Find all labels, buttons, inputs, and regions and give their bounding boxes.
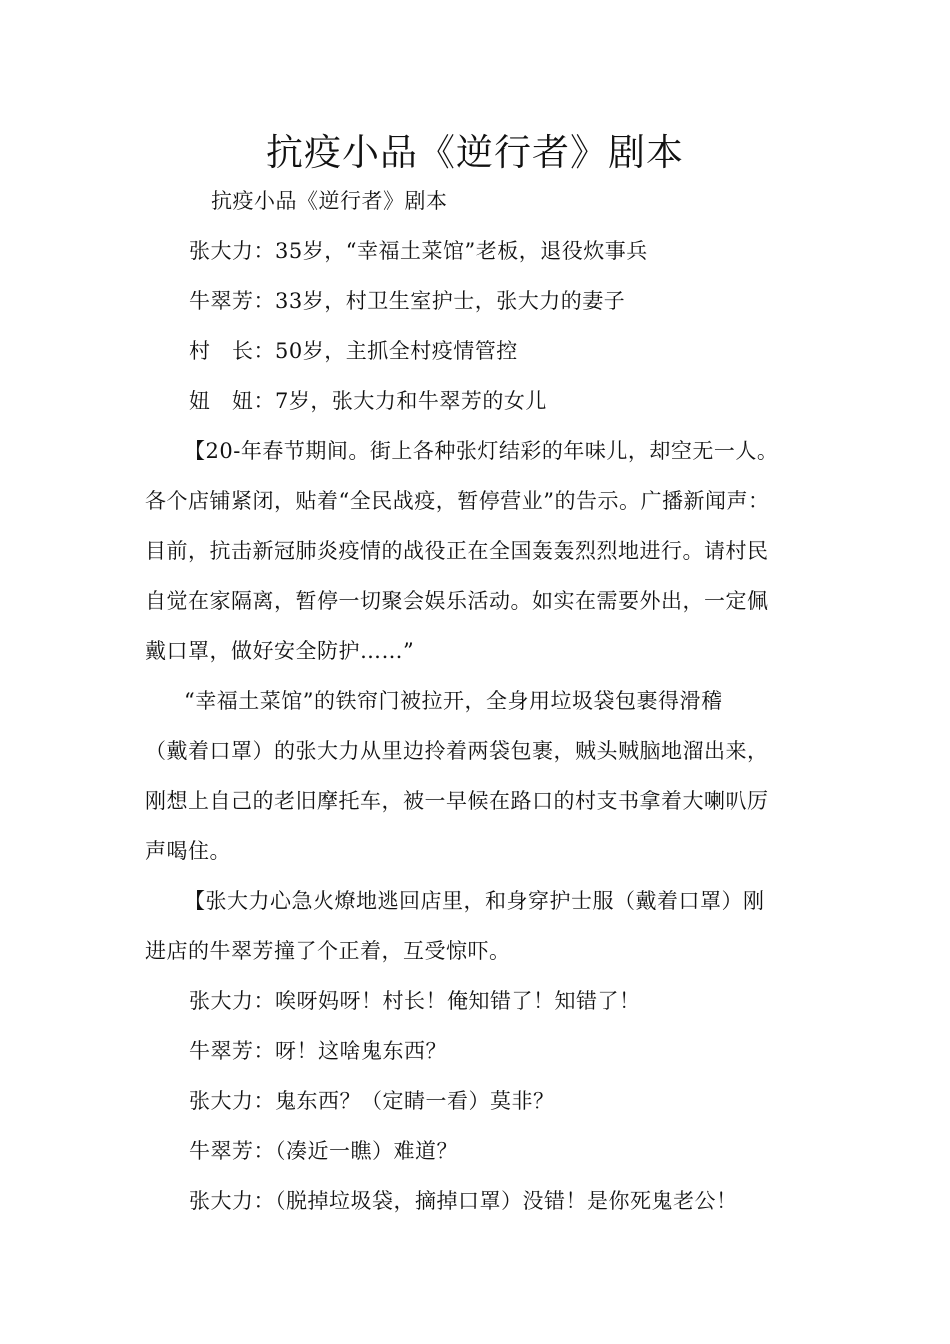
character-line: 村 长：50岁，主抓全村疫情管控 [189, 339, 518, 363]
dialogue-line: 张大力：（脱掉垃圾袋，摘掉口罩）没错！是你死鬼老公！ [189, 1189, 738, 1213]
stage-direction-line: 【张大力心急火燎地逃回店里，和身穿护士服（戴着口罩）刚 [184, 889, 765, 913]
stage-direction-line: （戴着口罩）的张大力从里边拎着两袋包裹，贼头贼脑地溜出来， [145, 739, 769, 763]
stage-direction-line: 进店的牛翠芳撞了个正着，互受惊吓。 [145, 939, 511, 963]
stage-direction-line: 声喝住。 [145, 839, 231, 863]
character-line: 牛翠芳：33岁，村卫生室护士，张大力的妻子 [189, 289, 626, 313]
stage-direction-line: 目前，抗击新冠肺炎疫情的战役正在全国轰轰烈烈地进行。请村民 [145, 539, 769, 563]
document-title: 抗疫小品《逆行者》剧本 [266, 131, 684, 174]
document-subtitle: 抗疫小品《逆行者》剧本 [211, 189, 448, 213]
stage-direction-line: 戴口罩，做好安全防护……” [145, 639, 415, 663]
stage-direction-line: 刚想上自己的老旧摩托车，被一早候在路口的村支书拿着大喇叭厉 [145, 789, 769, 813]
dialogue-line: 牛翠芳：呀！这啥鬼东西？ [189, 1039, 447, 1063]
stage-direction-line: 各个店铺紧闭，贴着“全民战疫，暂停营业”的告示。广播新闻声： [145, 489, 770, 513]
dialogue-line: 牛翠芳：（凑近一瞧）难道？ [189, 1139, 458, 1163]
stage-direction-line: “幸福土菜馆”的铁帘门被拉开，全身用垃圾袋包裹得滑稽 [184, 689, 723, 713]
stage-direction-line: 【20-年春节期间。街上各种张灯结彩的年味儿，却空无一人。 [184, 439, 779, 463]
dialogue-line: 张大力：鬼东西？（定睛一看）莫非？ [189, 1089, 555, 1113]
character-line: 张大力：35岁，“幸福土菜馆”老板，退役炊事兵 [189, 239, 648, 263]
character-line: 妞 妞：7岁，张大力和牛翠芳的女儿 [189, 389, 547, 413]
dialogue-line: 张大力：唉呀妈呀！村长！俺知错了！知错了！ [189, 989, 641, 1013]
stage-direction-line: 自觉在家隔离，暂停一切聚会娱乐活动。如实在需要外出，一定佩 [145, 589, 769, 613]
